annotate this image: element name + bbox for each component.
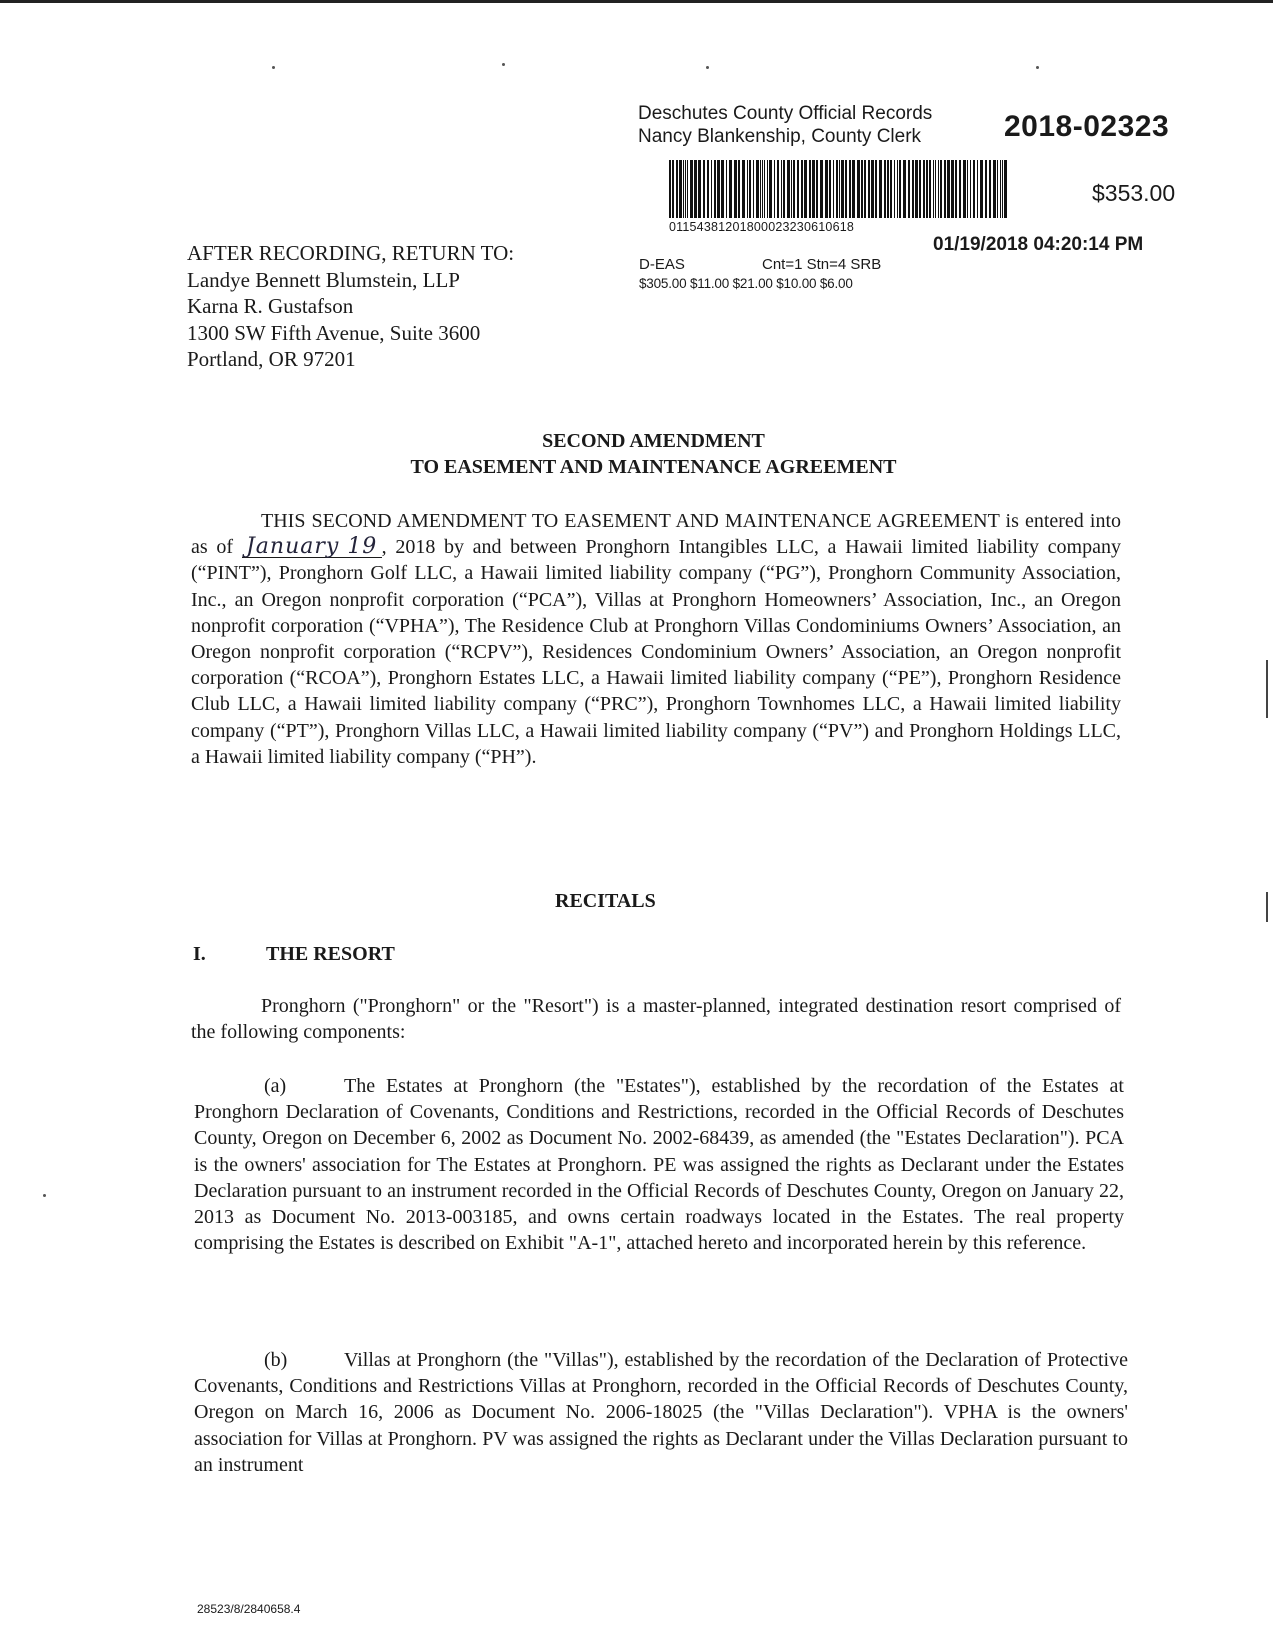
document-reference-number: 28523/8/2840658.4 (197, 1602, 301, 1616)
item-a-text: The Estates at Pronghorn (the "Estates"), established by the recordation of the Estates at Pronghorn Declaration of Covenants, Conditions and Restrictions, recorded in the Official Records of Deschutes County, Oregon on December 6, 2002 as Document No. 2002-68439, as amended (the "Estates Declaration"). PCA is the owners' association for The Estates at Pronghorn. PE was assigned the rights as Declarant under the Estates Declaration pursuant to an instrument recorded in the Official Records of Deschutes County, Oregon on January 22, 2013 as Document No. 2013-003185, and owns certain roadways located in the Estates. The real property comprising the Estates is described on Exhibit "A-1", attached hereto and incorporated herein by this reference. (194, 1075, 1124, 1255)
barcode-bar (903, 160, 906, 218)
recording-document-number: 2018-02323 (1004, 110, 1170, 143)
barcode-bar (857, 160, 860, 218)
intro-paragraph (191, 508, 1121, 770)
barcode-bar (899, 160, 901, 218)
scan-speck (43, 1194, 46, 1197)
barcode-bar (669, 160, 671, 218)
barcode-bar (959, 160, 961, 218)
recording-counts: Cnt=1 Stn=4 SRB (762, 256, 882, 273)
barcode-bar (672, 160, 674, 218)
barcode-bar (908, 160, 910, 218)
barcode-bar (769, 160, 772, 218)
barcode-bar (997, 160, 998, 218)
barcode-bar (894, 160, 895, 218)
barcode-icon (669, 160, 1009, 218)
section-number: I. (193, 943, 206, 965)
barcode-bar (698, 160, 701, 218)
barcode-bar (879, 160, 882, 218)
barcode-bar (977, 160, 978, 218)
barcode-bar (812, 160, 815, 218)
barcode-bar (726, 160, 727, 218)
barcode-bar (762, 160, 763, 218)
barcode-bar (738, 160, 740, 218)
barcode-bar (825, 160, 828, 218)
barcode-bar (760, 160, 761, 218)
barcode-bar (809, 160, 811, 218)
barcode-bar (714, 160, 716, 218)
barcode-bar (777, 160, 779, 218)
barcode-bar (923, 160, 925, 218)
barcode-bar (947, 160, 950, 218)
barcode-bar (955, 160, 957, 218)
barcode-bar (683, 160, 684, 218)
barcode-bar (864, 160, 866, 218)
barcode-bar (679, 160, 682, 218)
barcode-bar (845, 160, 847, 218)
barcode-bar (764, 160, 765, 218)
barcode-bar (940, 160, 942, 218)
barcode-bar (676, 160, 678, 218)
barcode-bar (694, 160, 697, 218)
barcode-bar (852, 160, 855, 218)
barcode-bar (820, 160, 823, 218)
handwritten-date: January 19 (242, 537, 382, 558)
barcode-bar (756, 160, 759, 218)
barcode-bar (890, 160, 892, 218)
barcode-bar (887, 160, 889, 218)
barcode-bar (985, 160, 987, 218)
return-city: Portland, OR 97201 (187, 347, 356, 371)
document-title (180, 428, 1127, 480)
item-b-text: Villas at Pronghorn (the "Villas"), established by the recordation of the Declaration of Protective Covenants, Conditions and Restrictions Villas at Pronghorn, recorded in the Official Records of Deschutes County, Oregon on March 16, 2006 as Document No. 2006-18025 (the "Villas Declaration"). VPHA is the owners' association for Villas at Pronghorn. PV was assigned the rights as Declarant under the Villas Declaration pursuant to an instrument (194, 1349, 1128, 1476)
barcode-bar (703, 160, 705, 218)
barcode-bar (749, 160, 751, 218)
barcode-bar (919, 160, 921, 218)
barcode-bar (980, 160, 983, 218)
barcode-bar (875, 160, 877, 218)
barcode-bar (1000, 160, 1001, 218)
barcode-bar (993, 160, 996, 218)
barcode-bar (787, 160, 790, 218)
resort-paragraph-text: Pronghorn ("Pronghorn" or the "Resort") is a master-planned, integrated destination resort comprised of the following components: (191, 995, 1121, 1044)
barcode-bar (753, 160, 754, 218)
barcode-bar (717, 160, 720, 218)
barcode-bar (797, 160, 799, 218)
barcode-bar (839, 160, 840, 218)
intro-text-before-date: THIS SECOND AMENDMENT TO EASEMENT AND MAINTENANCE AGREEMENT is entered into as of (191, 510, 1121, 559)
barcode-bar (721, 160, 724, 218)
resort-paragraph (191, 993, 1121, 1045)
return-attorney: Karna R. Gustafson (187, 294, 354, 318)
barcode-bar (836, 160, 838, 218)
title-line-1: SECOND AMENDMENT (542, 430, 765, 452)
barcode-number: 01154381201800023230610618 (669, 220, 855, 234)
scan-speck (502, 63, 505, 66)
barcode-bar (926, 160, 928, 218)
barcode-bar (747, 160, 748, 218)
return-heading: AFTER RECORDING, RETURN TO: (187, 241, 515, 265)
barcode-bar (781, 160, 782, 218)
barcode-bar (791, 160, 792, 218)
recording-office-name: Deschutes County Official Records (638, 103, 933, 124)
scan-edge-mark (1266, 892, 1268, 922)
barcode-bar (967, 160, 968, 218)
barcode-bar (801, 160, 803, 218)
barcode-bar (871, 160, 874, 218)
barcode-bar (767, 160, 768, 218)
barcode-bar (1002, 160, 1003, 218)
return-street: 1300 SW Fifth Avenue, Suite 3600 (187, 320, 481, 345)
barcode-bar (938, 160, 939, 218)
barcode-bar (915, 160, 918, 218)
barcode-bar (989, 160, 991, 218)
barcode-bar (912, 160, 914, 218)
scan-speck (706, 66, 709, 69)
scan-speck (1036, 66, 1039, 69)
barcode-bar (829, 160, 831, 218)
recording-datetime: 01/19/2018 04:20:14 PM (933, 234, 1144, 255)
item-a-label: (a) (264, 1075, 287, 1097)
barcode-bar (951, 160, 954, 218)
return-address-block (187, 240, 514, 373)
county-clerk-name: Nancy Blankenship, County Clerk (638, 126, 922, 147)
barcode-bar (1004, 160, 1007, 218)
barcode-bar (897, 160, 898, 218)
barcode-bar (868, 160, 870, 218)
barcode-bar (816, 160, 818, 218)
barcode-bar (793, 160, 795, 218)
recital-item-b (194, 1347, 1128, 1478)
barcode-bar (690, 160, 693, 218)
barcode-bar (963, 160, 966, 218)
barcode-bar (884, 160, 886, 218)
recording-office (638, 102, 932, 148)
barcode-bar (841, 160, 844, 218)
document-type-code: D-EAS (639, 256, 685, 273)
barcode-bar (734, 160, 737, 218)
barcode-bar (804, 160, 807, 218)
barcode-bar (970, 160, 971, 218)
intro-text-after-date: , 2018 by and between Pronghorn Intangibles LLC, a Hawaii limited liability company (“PINT”), Pronghorn Golf LLC, a Hawaii limited liability company (“PG”), Pronghorn Community Association, Inc., an Oregon nonprofit corporation (“PCA”), Villas at Pronghorn Homeowners’ Association, Inc., an Oregon nonprofit corporation (“VPHA”), The Residence Club at Pronghorn Villas Condominiums Owners’ Association, an Oregon nonprofit corporation (“RCPV”), Residences Condominium Owners’ Association, an Oregon nonprofit corporation (“RCOA”), Pronghorn Estates LLC, a Hawaii limited liability company (“PE”), Pronghorn Residence Club LLC, a Hawaii limited liability company (“PRC”), Pronghorn Townhomes LLC, a Hawaii limited liability company (“PT”), Pronghorn Villas LLC, a Hawaii limited liability company (“PV”) and Pronghorn Holdings LLC, a Hawaii limited liability company (“PH”). (191, 536, 1121, 768)
scan-edge-mark (1266, 660, 1268, 718)
title-line-2: TO EASEMENT AND MAINTENANCE AGREEMENT (410, 456, 897, 478)
barcode-bar (929, 160, 931, 218)
item-b-label: (b) (264, 1349, 288, 1371)
barcode-bar (729, 160, 732, 218)
barcode-bar (973, 160, 975, 218)
barcode-bar (774, 160, 775, 218)
recitals-heading: RECITALS (555, 890, 656, 912)
barcode-bar (783, 160, 785, 218)
barcode-bar (861, 160, 863, 218)
barcode-bar (707, 160, 709, 218)
section-title: THE RESORT (266, 943, 395, 965)
barcode-bar (849, 160, 851, 218)
fee-breakdown: $305.00 $11.00 $21.00 $10.00 $6.00 (639, 276, 853, 291)
barcode-bar (742, 160, 745, 218)
barcode-bar (833, 160, 834, 218)
return-firm: Landye Bennett Blumstein, LLP (187, 267, 460, 292)
barcode-bar (687, 160, 688, 218)
barcode-bar (935, 160, 936, 218)
barcode-bar (933, 160, 934, 218)
scan-speck (272, 66, 275, 69)
barcode-bar (944, 160, 946, 218)
recording-total-fee: $353.00 (1092, 180, 1176, 206)
barcode-bar (685, 160, 686, 218)
recital-item-a (194, 1073, 1124, 1256)
barcode-bar (711, 160, 712, 218)
recording-stamp (638, 100, 1198, 290)
scan-top-edge (0, 0, 1273, 3)
